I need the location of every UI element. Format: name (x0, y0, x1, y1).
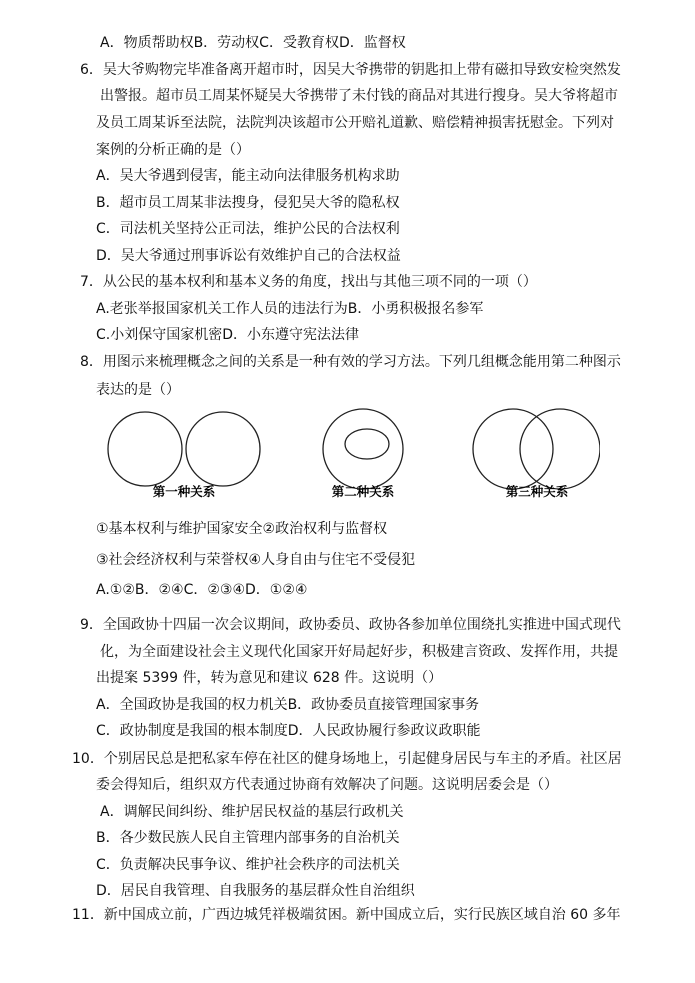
second-relation-figure (323, 409, 403, 499)
q9-stem-line3: 出提案 5399 件，转为意见和建议 628 件。这说明（） (96, 670, 443, 686)
q6-stem-line3: 及员工周某诉至法院，法院判决该超市公开赔礼道歉、赔偿精神损害抚慰金。下列对 (96, 115, 614, 131)
first-relation-caption: 第一种关系 (152, 484, 216, 499)
q10-option-a: A．调解民间纠纷、维护居民权益的基层行政机关 (100, 804, 404, 820)
q8-item-line1: ①基本权利与维护国家安全②政治权利与监督权 (96, 521, 388, 537)
first-relation-figure (108, 412, 260, 499)
q9-stem-line1: 9．全国政协十四届一次会议期间，政协委员、政协各参加单位围绕扎实推进中国式现代 (80, 617, 621, 633)
q9-options-ab: A．全国政协是我国的权力机关B．政协委员直接管理国家事务 (96, 697, 480, 713)
q6-stem-line2: 出警报。超市员工周某怀疑吴大爷携带了未付钱的商品对其进行搜身。吴大爷将超市 (100, 88, 618, 104)
q6-option-c: C．司法机关坚持公正司法，维护公民的合法权利 (96, 221, 400, 237)
q10-stem-line1: 10．个别居民总是把私家车停在社区的健身场地上，引起健身居民与车主的矛盾。社区居 (72, 751, 622, 767)
q6-option-b: B．超市员工周某非法搜身，侵犯吴大爷的隐私权 (96, 195, 400, 211)
q10-option-c: C．负责解决民事争议、维护社会秩序的司法机关 (96, 857, 400, 873)
q6-stem-line1: 6．吴大爷购物完毕准备离开超市时，因吴大爷携带的钥匙扣上带有磁扣导致安检突然发 (80, 62, 621, 78)
first-relation-circle-right (186, 412, 260, 486)
q7-stem: 7．从公民的基本权利和基本义务的角度，找出与其他三项不同的一项（） (80, 274, 537, 290)
second-relation-caption: 第二种关系 (331, 484, 395, 499)
q10-option-b: B．各少数民族人民自主管理内部事务的自治机关 (96, 830, 400, 846)
q7-options-cd: C.小刘保守国家机密D．小东遵守宪法法律 (96, 327, 360, 343)
relation-diagram (100, 404, 600, 504)
second-relation-outer-circle (323, 409, 403, 489)
q6-stem-line4: 案例的分析正确的是（） (96, 142, 250, 158)
first-relation-circle-left (108, 412, 182, 486)
third-relation-circle-left (473, 409, 553, 489)
q8-item-line2: ③社会经济权利与荣誉权④人身自由与住宅不受侵犯 (96, 552, 416, 568)
third-relation-circle-right (520, 409, 600, 489)
q9-stem-line2: 化，为全面建设社会主义现代化国家开好局起好步，积极建言资政、发挥作用，共提 (100, 644, 618, 660)
third-relation-caption: 第三种关系 (505, 484, 569, 499)
q7-options-ab: A.老张举报国家机关工作人员的违法行为B．小勇积极报名参军 (96, 301, 484, 317)
second-relation-inner-ellipse (345, 429, 389, 459)
q9-options-cd: C．政协制度是我国的根本制度D．人民政协履行参政议政职能 (96, 723, 481, 739)
q11-stem-line1: 11．新中国成立前，广西边城凭祥极端贫困。新中国成立后，实行民族区域自治 60 多年 (72, 907, 621, 923)
q10-option-d: D．居民自我管理、自我服务的基层群众性自治组织 (96, 883, 415, 899)
q8-options: A.①②B．②④C．②③④D．①②④ (96, 582, 308, 598)
q8-stem-line1: 8．用图示来梳理概念之间的关系是一种有效的学习方法。下列几组概念能用第二种图示 (80, 354, 621, 370)
q8-stem-line2: 表达的是（） (96, 382, 180, 398)
q10-stem-line2: 委会得知后，组织双方代表通过协商有效解决了问题。这说明居委会是（） (96, 777, 558, 793)
q5-options: A．物质帮助权B．劳动权C．受教育权D．监督权 (100, 35, 406, 51)
q6-option-d: D．吴大爷通过刑事诉讼有效维护自己的合法权益 (96, 248, 401, 264)
q6-option-a: A．吴大爷遇到侵害，能主动向法律服务机构求助 (96, 168, 400, 184)
third-relation-figure (473, 409, 600, 499)
